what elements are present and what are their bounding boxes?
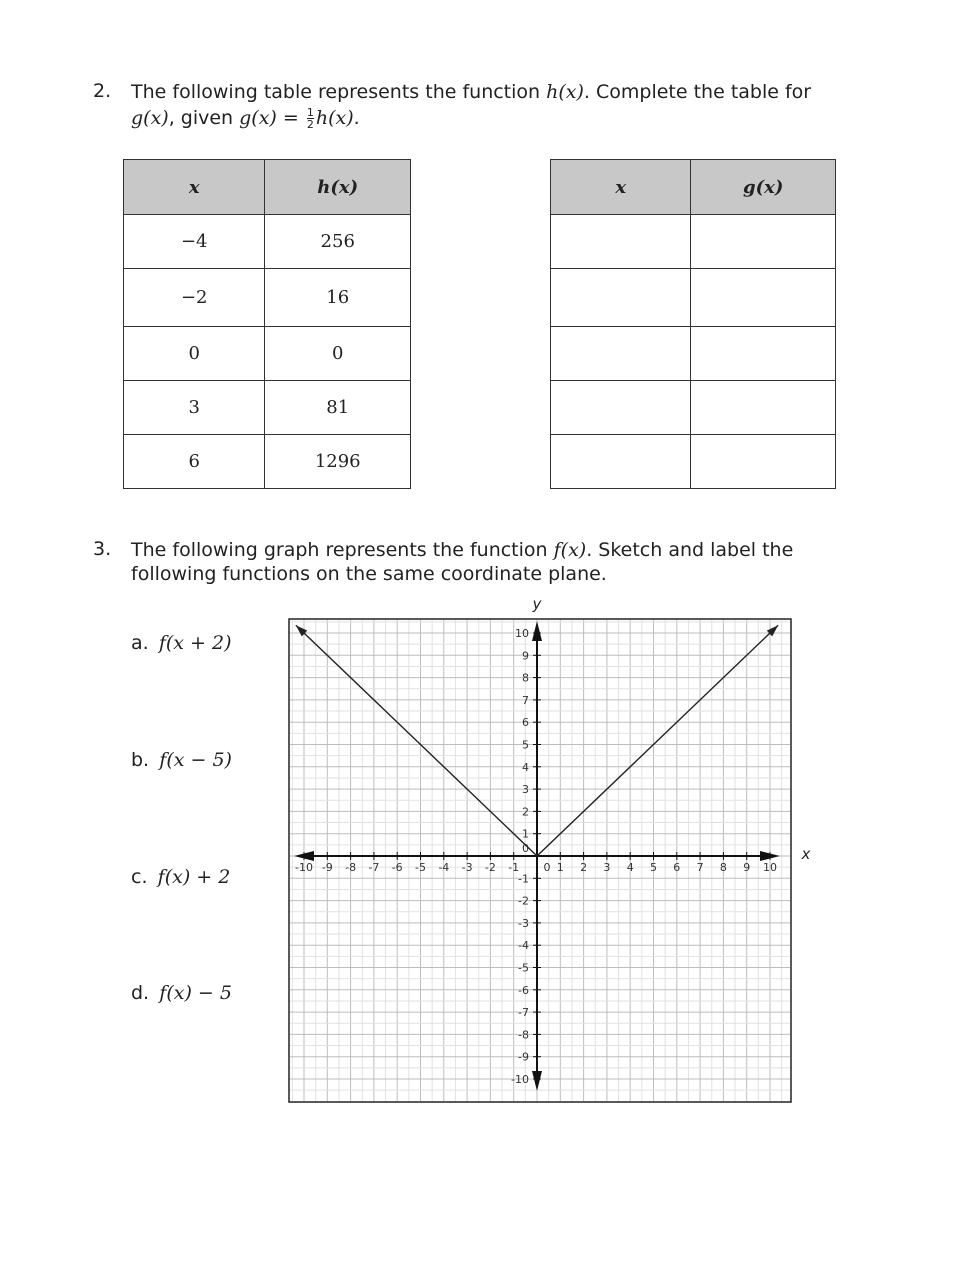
x-tick-label: -1 [508,861,520,874]
option-expression: f(x) + 2 [157,866,231,888]
table-h-cell: 6 [124,435,265,489]
table-h-header-hx: h(x) [265,160,411,215]
table-h-cell: 1296 [265,435,411,489]
x-tick-label: 3 [603,861,611,874]
x-tick-label: 2 [580,861,588,874]
q2-h-function: h(x) [546,81,584,103]
q3-f-function: f(x) [553,539,587,561]
y-tick-label: -2 [518,894,529,908]
option-letter: b. [131,749,150,771]
x-tick-label: 10 [763,861,777,874]
table-g-header-gx: g(x) [691,160,836,215]
table-h-cell: −4 [124,215,265,269]
x-tick-label: 4 [626,861,634,874]
x-tick-label: -5 [415,861,426,874]
table-h-cell: 256 [265,215,411,269]
q2-equation-left: g(x) = [239,107,305,129]
x-tick-label: -3 [461,861,473,874]
q2-g-function: g(x) [131,107,169,129]
x-tick-label: -2 [484,861,496,874]
y-tick-label: 8 [522,671,529,685]
q2-line2-tail: . [353,107,360,129]
y-tick-label: 2 [522,805,529,819]
x-tick-label: 6 [673,861,681,874]
y-tick-label: 10 [515,627,529,640]
fraction-numerator: 1 [306,106,314,119]
q3-line1-tail: . Sketch and label the [586,539,794,561]
y-axis-label: y [532,595,542,613]
x-tick-label: -8 [345,861,357,874]
y-tick-label: -10 [511,1073,529,1086]
x-tick-label: 5 [650,861,657,874]
option-letter: a. [131,632,149,654]
q3-line1-text: The following graph represents the function [131,539,554,561]
option-expression: f(x − 5) [159,749,232,771]
y-tick-label: 5 [522,738,529,752]
option-letter: c. [131,866,148,888]
table-g-header-x: x [551,160,691,215]
y-tick-label: -4 [518,939,529,953]
q2-equation-right: h(x) [315,107,354,129]
y-tick-label: -7 [518,1006,529,1020]
x-tick-label: -9 [321,861,333,874]
y-tick-label: -6 [518,983,529,997]
table-h-cell: 16 [265,269,411,327]
y-tick-label: -8 [518,1028,529,1042]
x-tick-label-zero: 0 [543,861,551,874]
x-tick-label: -7 [368,861,380,874]
y-tick-label: 4 [522,760,529,774]
x-tick-label: -10 [295,861,313,874]
y-tick-label: -9 [518,1050,529,1064]
x-tick-label: 9 [743,861,751,874]
fraction-denominator: 2 [306,118,314,131]
y-tick-label: 9 [522,649,529,663]
option-expression: f(x) − 5 [159,982,232,1004]
x-axis-label: x [801,845,811,863]
y-tick-label-zero: 0 [522,842,529,855]
y-tick-label: 3 [522,783,529,797]
table-h-header-x: x [124,160,265,215]
table-h-cell: 81 [265,381,411,435]
q2-line2-mid: , given [168,107,240,129]
question-2-number: 2. [93,80,112,102]
table-h-cell: 3 [124,381,265,435]
x-tick-label: 8 [719,861,727,874]
x-tick-label: -6 [391,861,403,874]
option-letter: d. [131,982,150,1004]
q2-line1-text: The following table represents the function [131,81,547,103]
table-h-cell: −2 [124,269,265,327]
question-3-line-2: following functions on the same coordinate plane. [131,563,607,585]
table-h-cell: 0 [265,327,411,381]
y-tick-label: -1 [518,872,529,886]
y-tick-label: 7 [522,693,529,707]
x-tick-label: 7 [696,861,704,874]
y-tick-label: 1 [522,827,529,841]
y-tick-label: 6 [522,716,529,730]
y-tick-label: -5 [518,961,529,975]
table-h-cell: 0 [124,327,265,381]
x-tick-label: -4 [438,861,450,874]
q2-line1-tail: . Complete the table for [583,81,812,103]
x-tick-label: 1 [556,861,564,874]
option-expression: f(x + 2) [158,632,232,654]
question-3-number: 3. [93,538,112,560]
y-tick-label: -3 [518,916,529,930]
